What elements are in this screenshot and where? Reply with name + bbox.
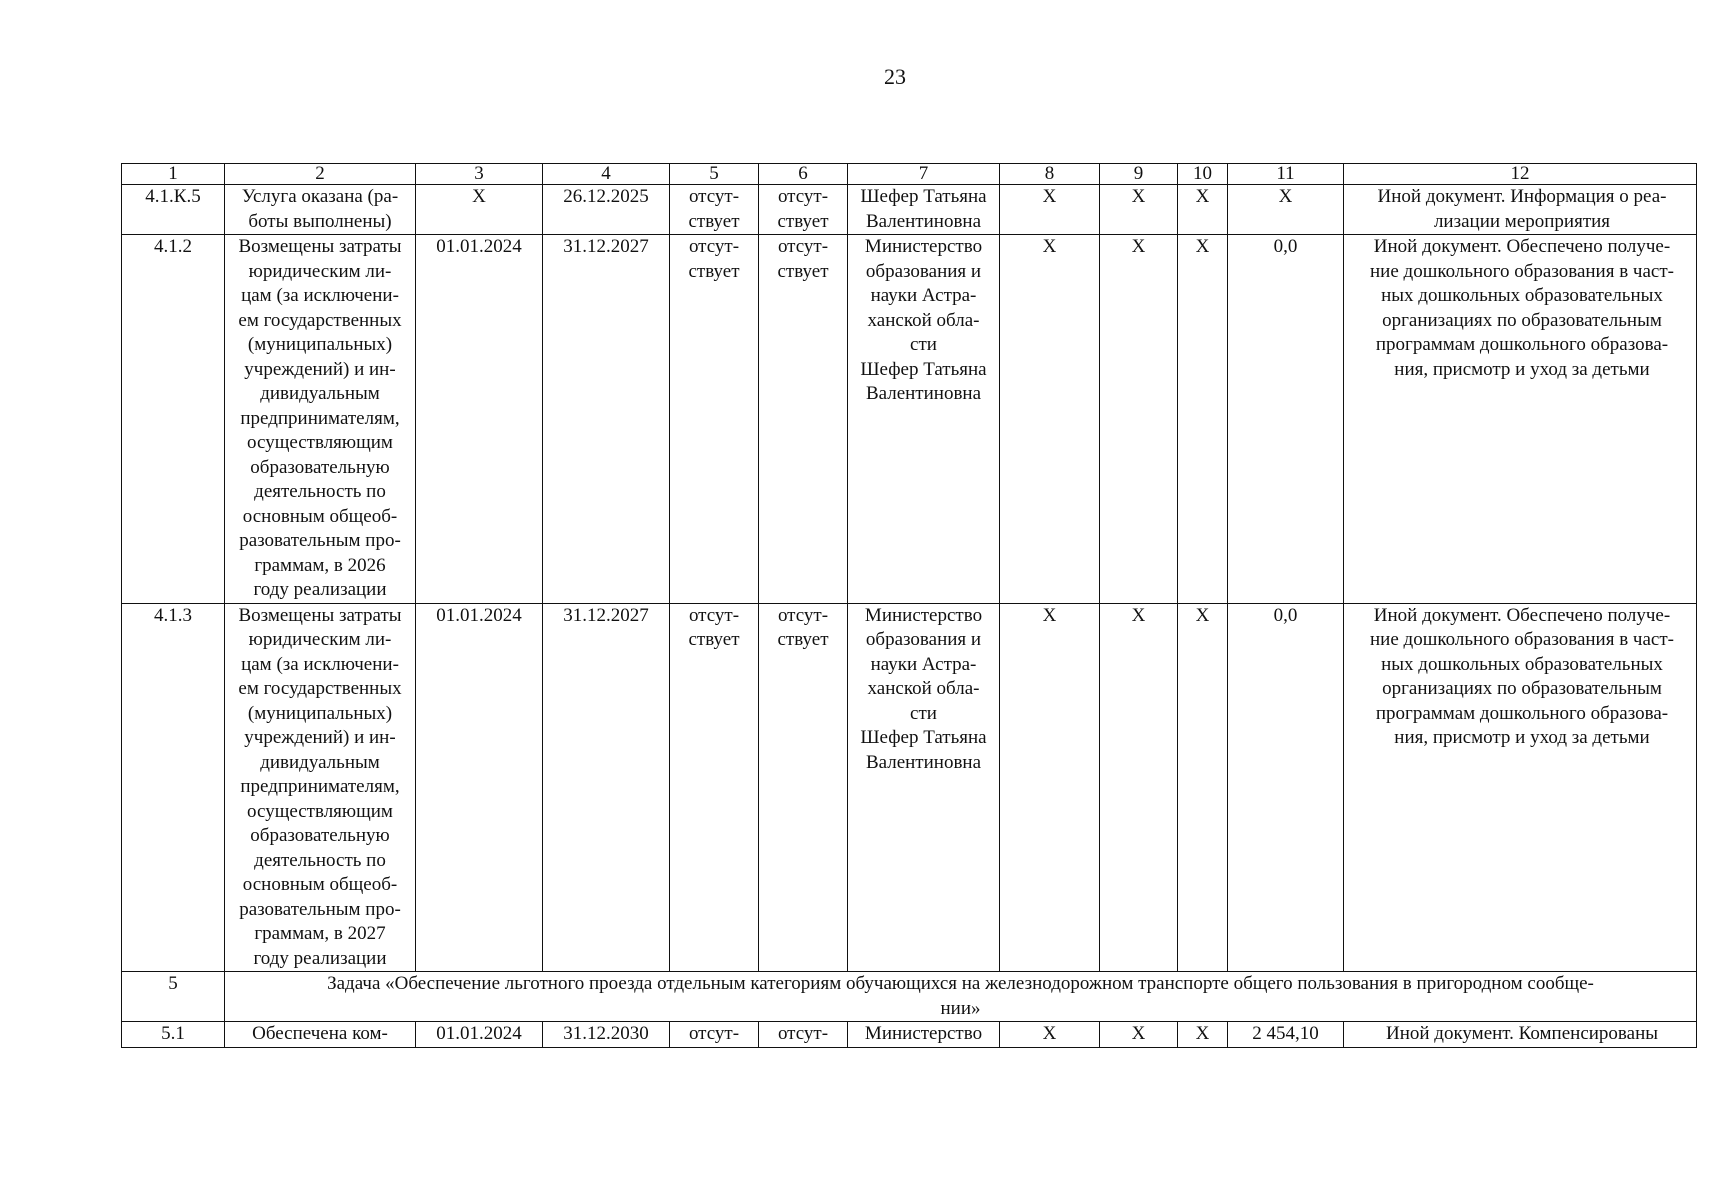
cell-col6: отсут- ствует — [759, 235, 848, 604]
document-type-cell: Иной документ. Информация о реа- лизации мероприятия — [1344, 185, 1697, 235]
header-cell: 8 — [1000, 164, 1100, 185]
result-name-cell: Обеспечена ком- — [225, 1022, 416, 1048]
result-name-cell: Услуга оказана (ра- боты выполнены) — [225, 185, 416, 235]
cell-col9: Х — [1100, 603, 1178, 972]
cell-col8: Х — [1000, 185, 1100, 235]
cell-col5: отсут- — [670, 1022, 759, 1048]
header-cell: 7 — [848, 164, 1000, 185]
cell-col5: отсут- ствует — [670, 185, 759, 235]
responsible-cell: Шефер Татьяна Валентиновна — [848, 185, 1000, 235]
cell-col6: отсут- — [759, 1022, 848, 1048]
responsible-cell: Министерство — [848, 1022, 1000, 1048]
header-cell: 5 — [670, 164, 759, 185]
amount-cell: Х — [1228, 185, 1344, 235]
header-cell: 9 — [1100, 164, 1178, 185]
table-row — [122, 185, 1697, 235]
cell-col6: отсут- ствует — [759, 603, 848, 972]
cell-col8: Х — [1000, 603, 1100, 972]
responsible-cell: Министерство образования и науки Астра- ханской обла- сти Шефер Татьяна Валентиновна — [848, 603, 1000, 972]
end-date-cell: 31.12.2027 — [543, 603, 670, 972]
table-row — [122, 235, 1697, 604]
cell-col9: Х — [1100, 235, 1178, 604]
cell-col10: Х — [1178, 603, 1228, 972]
start-date-cell: 01.01.2024 — [416, 603, 543, 972]
header-cell: 10 — [1178, 164, 1228, 185]
row-number-cell: 4.1.3 — [122, 603, 225, 972]
page-number: 23 — [884, 64, 906, 89]
column-number-header-row — [122, 164, 1697, 185]
row-number-cell: 4.1.К.5 — [122, 185, 225, 235]
document-type-cell: Иной документ. Компенсированы — [1344, 1022, 1697, 1048]
amount-cell: 0,0 — [1228, 603, 1344, 972]
header-cell: 4 — [543, 164, 670, 185]
document-table — [121, 163, 1697, 1048]
row-number-cell: 4.1.2 — [122, 235, 225, 604]
end-date-cell: 26.12.2025 — [543, 185, 670, 235]
header-cell: 2 — [225, 164, 416, 185]
responsible-cell: Министерство образования и науки Астра- ханской обла- сти Шефер Татьяна Валентиновна — [848, 235, 1000, 604]
cell-col10: Х — [1178, 185, 1228, 235]
header-cell: 1 — [122, 164, 225, 185]
cell-col8: Х — [1000, 235, 1100, 604]
table-row — [122, 603, 1697, 972]
task-title-cell: Задача «Обеспечение льготного проезда отдельным категориям обучающихся на железнодорожном транспорте общего пользования в пригородном сообще- нии» — [225, 972, 1697, 1022]
cell-col5: отсут- ствует — [670, 603, 759, 972]
result-name-cell: Возмещены затраты юридическим ли- цам (за исключени- ем государственных (муниципальных) учреждений) и ин- дивидуальным предпринимателям, осуществляющим образовательную деятельность по основным общеоб- разовательным про- граммам, в 2027 году реализации — [225, 603, 416, 972]
start-date-cell: 01.01.2024 — [416, 235, 543, 604]
start-date-cell: 01.01.2024 — [416, 1022, 543, 1048]
amount-cell: 2 454,10 — [1228, 1022, 1344, 1048]
document-type-cell: Иной документ. Обеспечено получе- ние дошкольного образования в част- ных дошкольных образовательных организациях по образовательным программам дошкольного образова- ния, присмотр и уход за детьми — [1344, 235, 1697, 604]
row-number-cell: 5 — [122, 972, 225, 1022]
cell-col10: Х — [1178, 1022, 1228, 1048]
header-cell: 3 — [416, 164, 543, 185]
start-date-cell: Х — [416, 185, 543, 235]
cell-col8: Х — [1000, 1022, 1100, 1048]
task-row — [122, 972, 1697, 1022]
end-date-cell: 31.12.2030 — [543, 1022, 670, 1048]
cell-col10: Х — [1178, 235, 1228, 604]
cell-col9: Х — [1100, 1022, 1178, 1048]
end-date-cell: 31.12.2027 — [543, 235, 670, 604]
cell-col9: Х — [1100, 185, 1178, 235]
header-cell: 6 — [759, 164, 848, 185]
document-type-cell: Иной документ. Обеспечено получе- ние дошкольного образования в част- ных дошкольных образовательных организациях по образовательным программам дошкольного образова- ния, присмотр и уход за детьми — [1344, 603, 1697, 972]
row-number-cell: 5.1 — [122, 1022, 225, 1048]
table-row — [122, 1022, 1697, 1048]
result-name-cell: Возмещены затраты юридическим ли- цам (за исключени- ем государственных (муниципальных) учреждений) и ин- дивидуальным предпринимателям, осуществляющим образовательную деятельность по основным общеоб- разовательным про- граммам, в 2026 году реализации — [225, 235, 416, 604]
header-cell: 11 — [1228, 164, 1344, 185]
cell-col6: отсут- ствует — [759, 185, 848, 235]
header-cell: 12 — [1344, 164, 1697, 185]
cell-col5: отсут- ствует — [670, 235, 759, 604]
amount-cell: 0,0 — [1228, 235, 1344, 604]
